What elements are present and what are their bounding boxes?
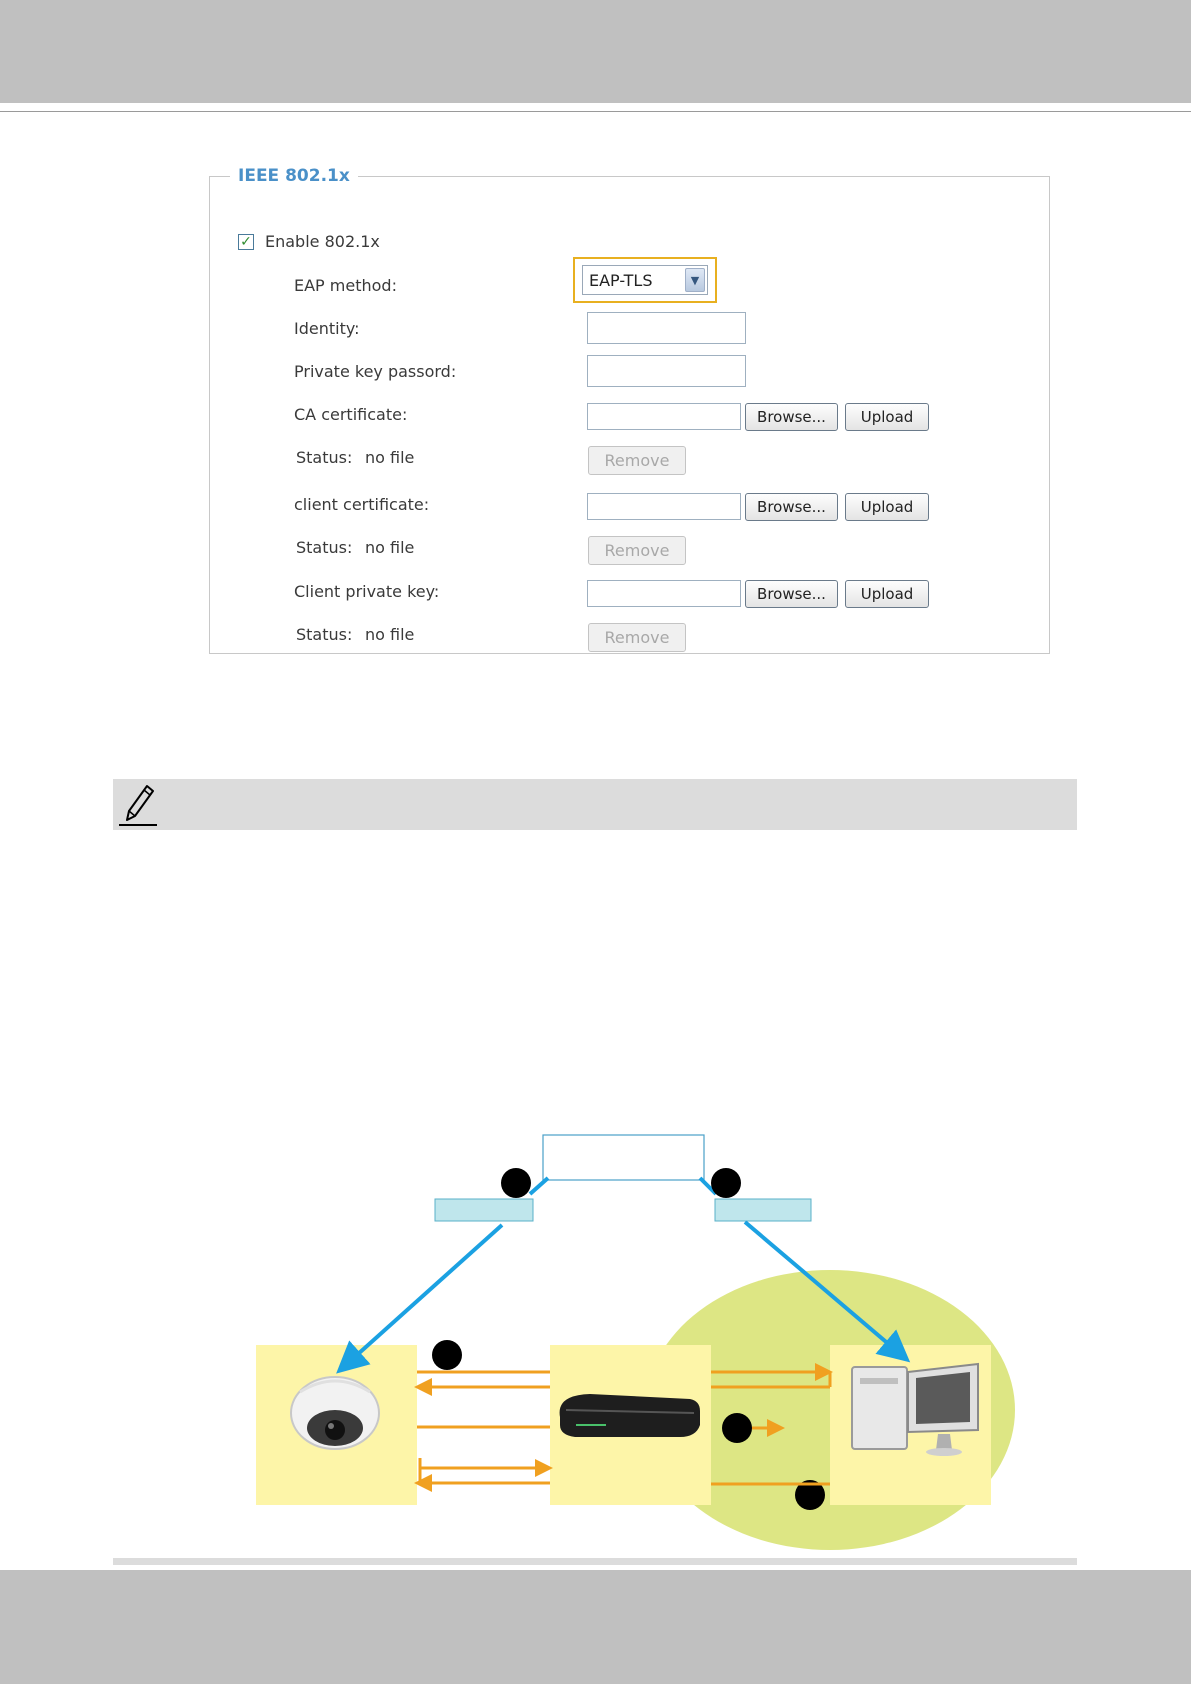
client-key-status-label: Status: <box>296 625 353 644</box>
switch-panel <box>550 1345 711 1505</box>
client-key-browse-button[interactable]: Browse... <box>745 580 838 608</box>
trusted-zone-ellipse <box>645 1270 1015 1550</box>
camera-panel <box>256 1345 417 1505</box>
private-key-password-label: Private key passord: <box>294 362 457 381</box>
step-marker-5 <box>795 1480 825 1510</box>
ca-browse-button[interactable]: Browse... <box>745 403 838 431</box>
server-computer-icon <box>852 1364 978 1456</box>
network-switch-icon <box>560 1394 700 1437</box>
ca-remove-button[interactable]: Remove <box>588 446 686 475</box>
client-cert-browse-button[interactable]: Browse... <box>745 493 838 521</box>
client-key-status-value: no file <box>365 625 415 644</box>
step-marker-4 <box>722 1413 752 1443</box>
ca-certificate-label: CA certificate: <box>294 405 408 424</box>
left-label-box <box>435 1199 533 1221</box>
ca-certificate-file-input[interactable] <box>587 403 741 430</box>
private-key-password-input[interactable] <box>587 355 746 387</box>
ca-status-value: no file <box>365 448 415 467</box>
client-certificate-label: client certificate: <box>294 495 430 514</box>
client-key-upload-button[interactable]: Upload <box>845 580 929 608</box>
eap-method-value: EAP-TLS <box>589 270 653 290</box>
identity-label: Identity: <box>294 319 360 338</box>
chevron-down-icon[interactable]: ▼ <box>685 268 705 292</box>
top-label-box <box>543 1135 704 1180</box>
orange-flow-arrows <box>417 1372 830 1484</box>
pencil-icon <box>117 782 161 828</box>
blue-arrow-right <box>700 1178 898 1352</box>
ieee-8021x-section <box>209 166 1050 654</box>
client-private-key-file-input[interactable] <box>587 580 741 607</box>
ieee-legend: IEEE 802.1x <box>238 166 350 186</box>
server-panel <box>830 1345 991 1505</box>
ca-upload-button[interactable]: Upload <box>845 403 929 431</box>
client-cert-upload-button[interactable]: Upload <box>845 493 929 521</box>
client-certificate-file-input[interactable] <box>587 493 741 520</box>
footer-divider <box>113 1558 1077 1565</box>
enable-8021x-label: Enable 802.1x <box>265 232 380 251</box>
eap-method-highlight <box>573 257 717 303</box>
client-cert-status-value: no file <box>365 538 415 557</box>
client-key-remove-button[interactable]: Remove <box>588 623 686 652</box>
header-rule <box>0 111 1191 112</box>
right-label-box <box>715 1199 811 1221</box>
client-cert-remove-button[interactable]: Remove <box>588 536 686 565</box>
identity-input[interactable] <box>587 312 746 344</box>
header-band <box>0 0 1191 103</box>
step-marker-2 <box>711 1168 741 1198</box>
client-cert-status-label: Status: <box>296 538 353 557</box>
blue-arrow-left <box>348 1178 548 1363</box>
enable-8021x-checkbox[interactable]: ✓ <box>238 234 254 250</box>
step-marker-3 <box>432 1340 462 1370</box>
eap-method-label: EAP method: <box>294 276 397 295</box>
dome-camera-icon <box>291 1377 379 1449</box>
footer-band <box>0 1570 1191 1684</box>
note-bar <box>113 779 1077 830</box>
ca-status-label: Status: <box>296 448 353 467</box>
client-private-key-label: Client private key: <box>294 582 440 601</box>
step-marker-1 <box>501 1168 531 1198</box>
eap-method-select[interactable] <box>582 265 708 295</box>
